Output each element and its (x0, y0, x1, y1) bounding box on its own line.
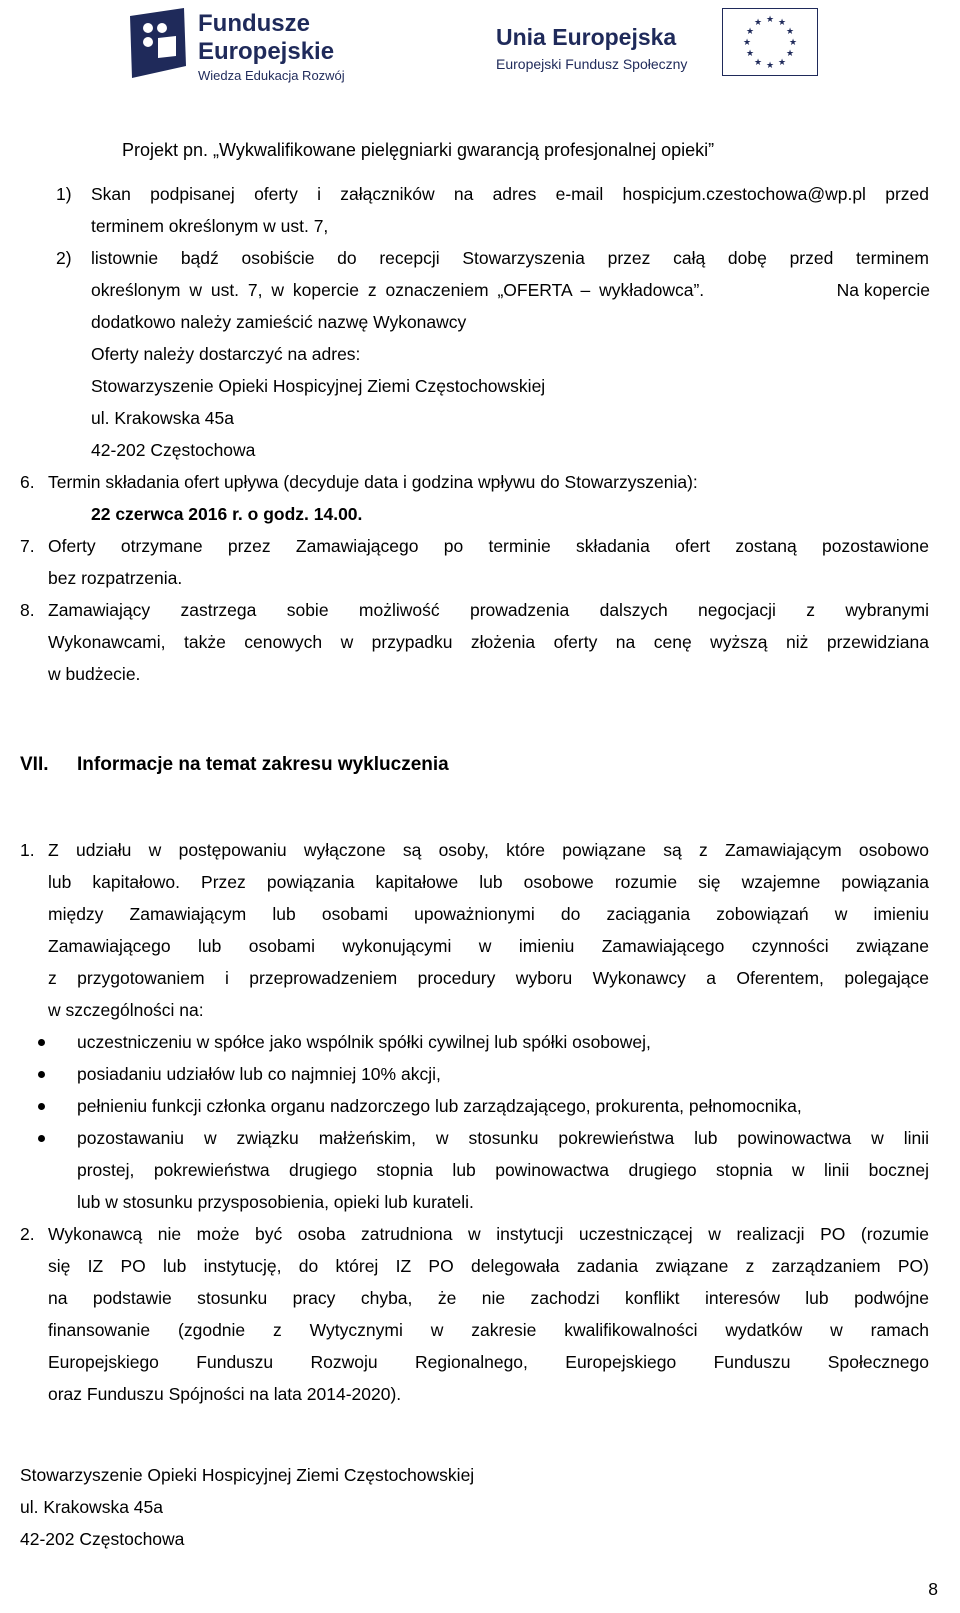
fe-logo-line3: Wiedza Edukacja Rozwój (198, 68, 345, 83)
project-title: Projekt pn. „Wykwalifikowane pielęgniarki gwarancją profesjonalnej opieki” (122, 140, 715, 160)
submission-item-1-number: 1) (56, 184, 72, 204)
bullet-icon (38, 1039, 45, 1046)
bullet-icon (38, 1135, 45, 1142)
point-8-line2: Wykonawcami, także cenowych w przypadku złożenia oferty na cenę wyższą niż przewidziana (48, 632, 929, 652)
bullet-item-4-line1: pozostawaniu w związku małżeńskim, w stosunku pokrewieństwa lub powinowactwa w linii (77, 1128, 929, 1148)
address-name: Stowarzyszenie Opieki Hospicyjnej Ziemi Częstochowskiej (91, 376, 546, 396)
svg-text:★: ★ (788, 38, 798, 48)
footer-org-name: Stowarzyszenie Opieki Hospicyjnej Ziemi Częstochowskiej (20, 1465, 475, 1485)
submission-item-2-line2: określonym w ust. 7, w kopercie z oznaczeniem „OFERTA – wykładowca”. (91, 280, 705, 300)
bullet-item-4-line3: lub w stosunku przysposobienia, opieki lub kurateli. (77, 1192, 474, 1212)
section-7-item-1-line: z przygotowaniem i przeprowadzeniem procedury wyboru Wykonawcy a Oferentem, polegające (48, 968, 929, 988)
bullet-item-1: uczestniczeniu w spółce jako wspólnik spółki cywilnej lub spółki osobowej, (77, 1032, 651, 1052)
bullet-item-3: pełnieniu funkcji członka organu nadzorczego lub zarządzającego, prokurenta, pełnomocnika, (77, 1096, 802, 1116)
bullet-icon (38, 1071, 45, 1078)
svg-text:★: ★ (765, 61, 775, 71)
svg-text:★: ★ (777, 18, 787, 28)
address-intro: Oferty należy dostarczyć na adres: (91, 344, 361, 364)
fe-logo-line2: Europejskie (198, 38, 335, 65)
page-number: 8 (928, 1579, 938, 1599)
point-7-number: 7. (20, 536, 35, 556)
point-8-line3: w budżecie. (48, 664, 141, 684)
bullet-item-4-line2: prostej, pokrewieństwa drugiego stopnia lub powinowactwa drugiego stopnia w linii bocznej (77, 1160, 929, 1180)
point-6-text: Termin składania ofert upływa (decyduje data i godzina wpływu do Stowarzyszenia): (48, 472, 698, 492)
section-7-item-2-line: oraz Funduszu Spójności na lata 2014-2020). (48, 1384, 402, 1404)
section-7-item-2-line: Wykonawcą nie może być osoba zatrudniona w instytucji uczestniczącej w realizacji PO (rozumie (48, 1224, 929, 1244)
ue-logo-line2: Europejski Fundusz Społeczny (496, 56, 688, 72)
section-7-item-2-line: finansowanie (zgodnie z Wytycznymi w zakresie kwalifikowalności wydatków w ramach (48, 1320, 929, 1340)
section-7-item-1-number: 1. (20, 840, 35, 860)
section-7-item-2-line: Europejskiego Funduszu Rozwoju Regionalnego, Europejskiego Funduszu Społecznego (48, 1352, 929, 1372)
fe-logo-line1: Fundusze (198, 10, 310, 37)
svg-text:★: ★ (777, 58, 787, 68)
section-7-item-1-line: Zamawiającego lub osobami wykonującymi w imieniu Zamawiającego czynności związane (48, 936, 929, 956)
svg-text:★: ★ (745, 27, 755, 37)
fundusze-europejskie-logo (128, 6, 348, 88)
section-7-number: VII. (20, 754, 49, 775)
svg-text:★: ★ (753, 18, 763, 28)
point-7-line2: bez rozpatrzenia. (48, 568, 183, 588)
point-6-number: 6. (20, 472, 35, 492)
fundusze-europejskie-logo-mark (128, 6, 190, 82)
point-8-number: 8. (20, 600, 35, 620)
section-7-item-2-number: 2. (20, 1224, 35, 1244)
eu-flag-icon (722, 8, 818, 76)
svg-text:★: ★ (765, 15, 775, 25)
footer-city: 42-202 Częstochowa (20, 1529, 185, 1549)
submission-item-2-line1: listownie bądź osobiście do recepcji Stowarzyszenia przez całą dobę przed terminem (91, 248, 929, 268)
section-7-item-2-line: na podstawie stosunku pracy chyba, że nie zachodzi konflikt interesów lub podwójne (48, 1288, 929, 1308)
svg-text:★: ★ (745, 49, 755, 59)
bullet-item-2: posiadaniu udziałów lub co najmniej 10% akcji, (77, 1064, 441, 1084)
section-7-heading: Informacje na temat zakresu wykluczenia (77, 754, 449, 775)
submission-item-2-number: 2) (56, 248, 72, 268)
svg-text:★: ★ (785, 49, 795, 59)
section-7-item-1-line: Z udziału w postępowaniu wyłączone są osoby, które powiązane są z Zamawiającym osobowo (48, 840, 929, 860)
submission-item-2-line3: dodatkowo należy zamieścić nazwę Wykonawcy (91, 312, 467, 332)
section-7-item-1-line: w szczególności na: (48, 1000, 204, 1020)
point-7-line1: Oferty otrzymane przez Zamawiającego po terminie składania ofert zostaną pozostawione (48, 536, 929, 556)
submission-item-2-line2-end: Na kopercie (836, 280, 930, 300)
footer-street: ul. Krakowska 45a (20, 1497, 163, 1517)
svg-text:★: ★ (742, 38, 752, 48)
point-8-line1: Zamawiający zastrzega sobie możliwość prowadzenia dalszych negocjacji z wybranymi (48, 600, 929, 620)
submission-item-1-line2: terminem określonym w ust. 7, (91, 216, 329, 236)
section-7-item-1-line: lub kapitałowo. Przez powiązania kapitałowe lub osobowe rozumie się wzajemne powiązania (48, 872, 929, 892)
svg-text:★: ★ (753, 58, 763, 68)
point-6-deadline: 22 czerwca 2016 r. o godz. 14.00. (91, 504, 363, 524)
section-7-item-2-line: się IZ PO lub instytucję, do której IZ PO delegowała zadania związane z zarządzaniem PO) (48, 1256, 929, 1276)
address-city: 42-202 Częstochowa (91, 440, 256, 460)
bullet-icon (38, 1103, 45, 1110)
submission-item-1-line1: Skan podpisanej oferty i załączników na adres e-mail hospicjum.czestochowa@wp.pl przed (91, 184, 929, 204)
section-7-item-1-line: między Zamawiającym lub osobami upoważnionymi do zaciągania zobowiązań w imieniu (48, 904, 929, 924)
svg-text:★: ★ (785, 27, 795, 37)
address-street: ul. Krakowska 45a (91, 408, 234, 428)
ue-logo-line1: Unia Europejska (496, 24, 677, 50)
